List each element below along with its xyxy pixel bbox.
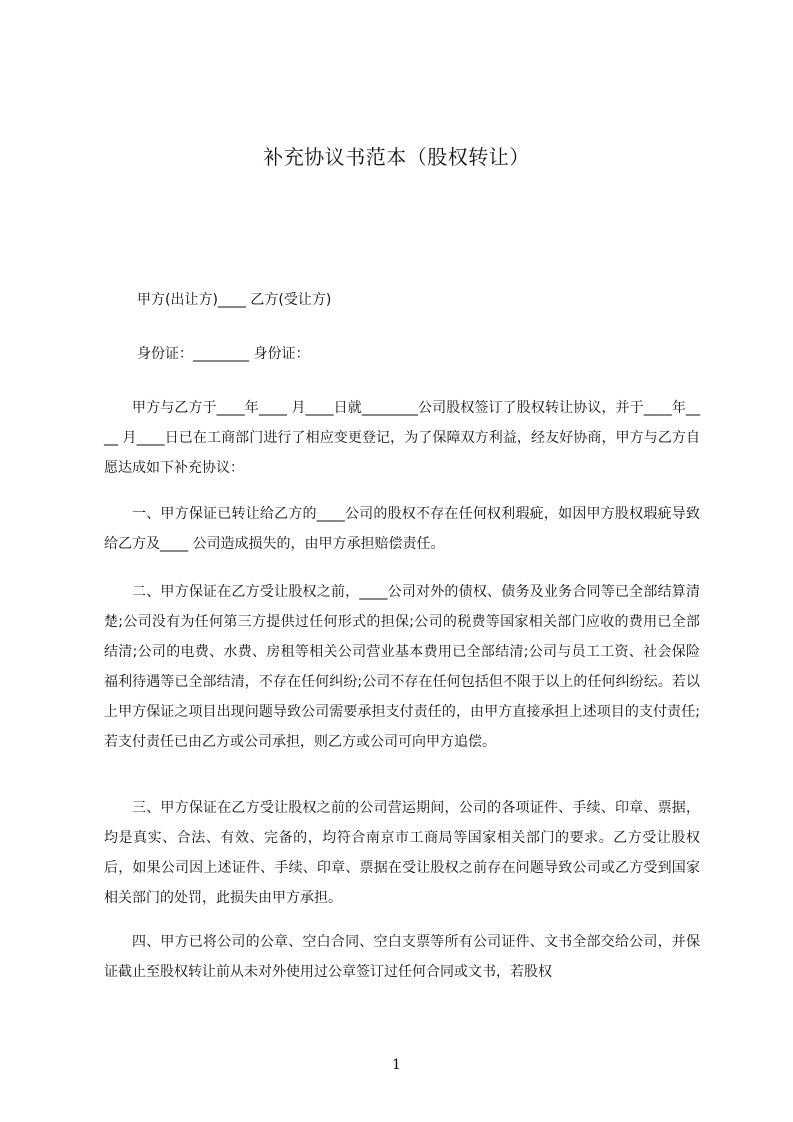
clause-2: 二、甲方保证在乙方受让股权之前，____公司对外的债权、债务及业务合同等已全部结算清楚;公司没有为任何第三方提供过任何形式的担保;公司的税费等国家相关部门应收的费用已全部结清;公司的电费、水费、房租等相关公司营业基本费用已全部结清;公司与员工工资、社会保险福利待遇等已全部结清，不存在任何纠纷;公司不存在任何包括但不限于以上的任何纠纷纭。若以上甲方保证之项目出现问题导致公司需要承担支付责任的，由甲方直接承担上述项目的支付责任;若支付责任已由乙方或公司承担，则乙方或公司可向甲方追偿。	[104, 584, 700, 750]
id-card-line: 身份证：________ 身份证：	[137, 346, 310, 362]
parties-line: 甲方(出让方)____ 乙方(受让方)	[137, 292, 332, 308]
page-number: 1	[392, 1057, 401, 1073]
document-title: 补充协议书范本（股权转让）	[263, 145, 530, 169]
intro-paragraph: 甲方与乙方于____年____ 月____日就________公司股权签订了股权转让协议，并于____年____ 月____日已在工商部门进行了相应变更登记，为了保障双方利益，经友好协商，甲方与乙方自愿达成如下补充协议：	[104, 400, 700, 476]
clause-1: 一、甲方保证已转让给乙方的____公司的股权不存在任何权利瑕疵，如因甲方股权瑕疵导致给乙方及____ 公司造成损失的，由甲方承担赔偿责任。	[104, 506, 700, 552]
clause-3: 三、甲方保证在乙方受让股权之前的公司营运期间，公司的各项证件、手续、印章、票据，均是真实、合法、有效、完备的，均符合南京市工商局等国家相关部门的要求。乙方受让股权后，如果公司因上述证件、手续、印章、票据在受让股权之前存在问题导致公司或乙方受到国家相关部门的处罚，此损失由甲方承担。	[104, 800, 700, 906]
clause-4: 四、甲方已将公司的公章、空白合同、空白支票等所有公司证件、文书全部交给公司，并保证截止至股权转让前从未对外使用过公章签订过任何合同或文书，若股权	[104, 934, 700, 980]
